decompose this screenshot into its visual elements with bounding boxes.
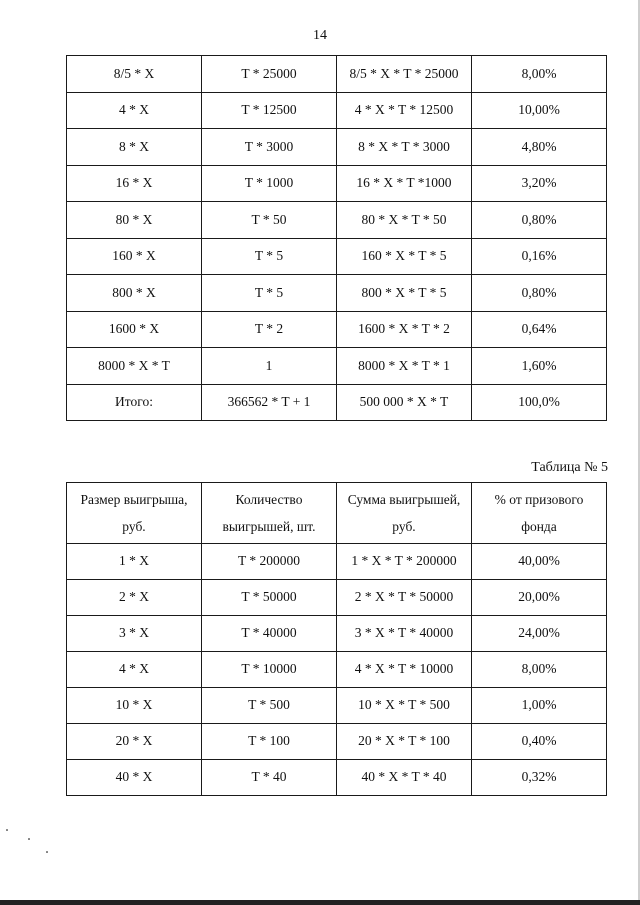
table-cell: T * 2	[202, 311, 337, 348]
table-cell: 800 * X	[67, 275, 202, 312]
table-cell: 0,16%	[472, 238, 607, 275]
table-cell: Итого:	[67, 384, 202, 421]
table-cell: T * 40	[202, 760, 337, 796]
table-cell: 1600 * X * T * 2	[337, 311, 472, 348]
header-line: фонда	[521, 519, 557, 534]
table-cell: 4 * X * T * 12500	[337, 92, 472, 129]
scan-bottom-edge	[0, 900, 640, 905]
table-cell: 3 * X * T * 40000	[337, 616, 472, 652]
table-cell: 8/5 * X	[67, 56, 202, 93]
table-cell: 1,60%	[472, 348, 607, 385]
table2-header-row	[67, 483, 607, 544]
table-cell: 0,40%	[472, 724, 607, 760]
header-line: Количество	[235, 492, 303, 507]
table-cell: 80 * X	[67, 202, 202, 239]
table-cell: 10 * X	[67, 688, 202, 724]
table-cell: T * 50000	[202, 580, 337, 616]
prize-table-5	[66, 482, 607, 796]
table-cell: 20,00%	[472, 580, 607, 616]
table-cell: T * 5	[202, 275, 337, 312]
table-cell: 10 * X * T * 500	[337, 688, 472, 724]
table-cell: 8000 * X * T * 1	[337, 348, 472, 385]
table-row	[67, 165, 607, 202]
table-cell: 10,00%	[472, 92, 607, 129]
table-cell: T * 100	[202, 724, 337, 760]
table-row	[67, 760, 607, 796]
table5-caption: Таблица № 5	[531, 460, 608, 475]
table-cell: 4 * X * T * 10000	[337, 652, 472, 688]
table-row	[67, 348, 607, 385]
table-row	[67, 129, 607, 166]
table-cell: 20 * X * T * 100	[337, 724, 472, 760]
table-cell: 3 * X	[67, 616, 202, 652]
table-row	[67, 616, 607, 652]
table-cell: 8 * X	[67, 129, 202, 166]
table-cell: 0,32%	[472, 760, 607, 796]
table-cell: 1 * X * T * 200000	[337, 544, 472, 580]
table1-body	[67, 56, 607, 421]
table-row	[67, 275, 607, 312]
table-cell: 8,00%	[472, 652, 607, 688]
page-number: 14	[313, 28, 327, 43]
prize-table-continued	[66, 55, 607, 421]
table-row	[67, 92, 607, 129]
table-cell: 2 * X	[67, 580, 202, 616]
table-row	[67, 202, 607, 239]
table-row	[67, 238, 607, 275]
table-row	[67, 384, 607, 421]
scan-speck	[46, 851, 48, 853]
table-cell: 500 000 * X * T	[337, 384, 472, 421]
table-cell: T * 40000	[202, 616, 337, 652]
table-cell: T * 50	[202, 202, 337, 239]
header-cell-count	[202, 483, 337, 544]
header-line: руб.	[392, 519, 416, 534]
table-cell: 1	[202, 348, 337, 385]
table-row	[67, 724, 607, 760]
table-cell: 1,00%	[472, 688, 607, 724]
table-cell: 24,00%	[472, 616, 607, 652]
table-cell: T * 1000	[202, 165, 337, 202]
table-row	[67, 652, 607, 688]
table-cell: 1 * X	[67, 544, 202, 580]
table-cell: 0,80%	[472, 275, 607, 312]
header-line: % от призового	[494, 492, 584, 507]
table-cell: 160 * X * T * 5	[337, 238, 472, 275]
table-cell: 16 * X	[67, 165, 202, 202]
table-cell: 0,80%	[472, 202, 607, 239]
table-cell: 16 * X * T *1000	[337, 165, 472, 202]
table-cell: 8 * X * T * 3000	[337, 129, 472, 166]
scan-speck	[6, 829, 8, 831]
table-cell: 366562 * T + 1	[202, 384, 337, 421]
table-cell: 8/5 * X * T * 25000	[337, 56, 472, 93]
table-cell: 2 * X * T * 50000	[337, 580, 472, 616]
scan-speck	[28, 838, 30, 840]
table-cell: 3,20%	[472, 165, 607, 202]
table-cell: 8,00%	[472, 56, 607, 93]
table-cell: T * 500	[202, 688, 337, 724]
table-cell: T * 5	[202, 238, 337, 275]
table-cell: T * 10000	[202, 652, 337, 688]
table-cell: 8000 * X * T	[67, 348, 202, 385]
table-cell: 40 * X * T * 40	[337, 760, 472, 796]
table-cell: T * 25000	[202, 56, 337, 93]
header-cell-sum	[337, 483, 472, 544]
table-cell: 0,64%	[472, 311, 607, 348]
table-cell: 160 * X	[67, 238, 202, 275]
table-cell: 800 * X * T * 5	[337, 275, 472, 312]
table-row	[67, 688, 607, 724]
header-line: выигрышей, шт.	[222, 519, 316, 534]
header-cell-percent	[472, 483, 607, 544]
table-cell: 80 * X * T * 50	[337, 202, 472, 239]
table-cell: 4 * X	[67, 652, 202, 688]
table2-body	[67, 483, 607, 796]
table-cell: T * 200000	[202, 544, 337, 580]
table-cell: 4 * X	[67, 92, 202, 129]
table-cell: 20 * X	[67, 724, 202, 760]
table-cell: 40 * X	[67, 760, 202, 796]
table-cell: 1600 * X	[67, 311, 202, 348]
table-cell: T * 3000	[202, 129, 337, 166]
table-row	[67, 311, 607, 348]
header-line: Размер выигрыша,	[80, 492, 188, 507]
header-line: руб.	[122, 519, 146, 534]
table-cell: T * 12500	[202, 92, 337, 129]
table-cell: 100,0%	[472, 384, 607, 421]
table-row	[67, 544, 607, 580]
table-row	[67, 580, 607, 616]
table-cell: 40,00%	[472, 544, 607, 580]
header-cell-prize-size	[67, 483, 202, 544]
header-line: Сумма выигрышей,	[347, 492, 461, 507]
table-row	[67, 56, 607, 93]
table-cell: 4,80%	[472, 129, 607, 166]
